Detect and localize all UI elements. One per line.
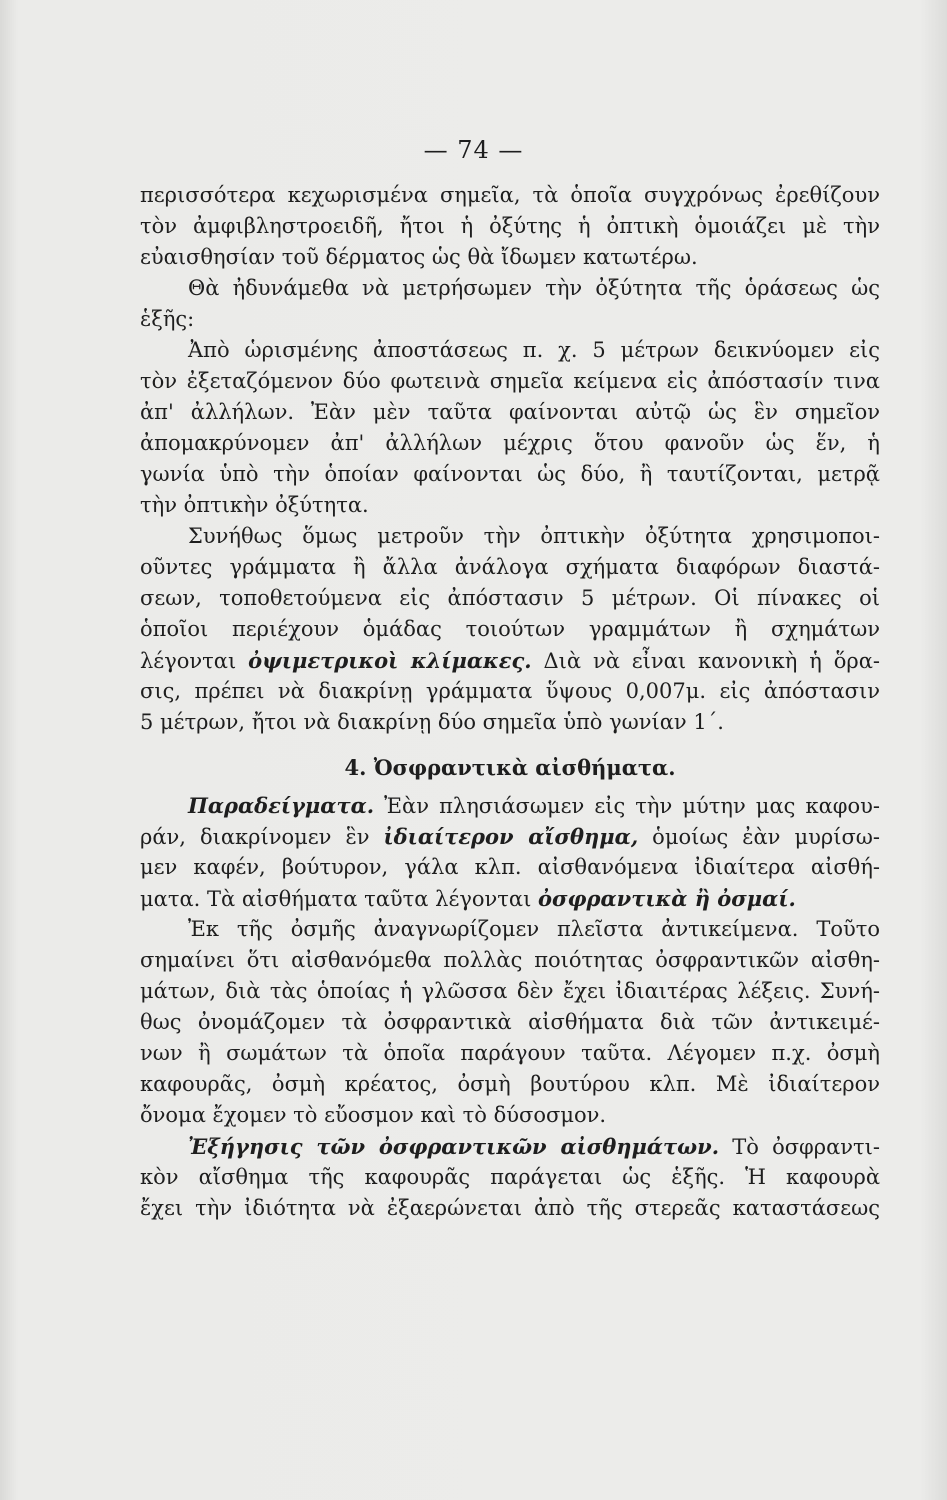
text-line: θως ὀνομάζομεν τὰ ὀσφραντικὰ αἰσθήματα διὰ τῶν ἀντικειμέ- [140,1010,880,1034]
page-number: — 74 — [423,136,524,164]
text-line: εὐαισθησίαν τοῦ δέρματος ὡς θὰ ἴδωμεν κατωτέρω. [140,245,698,269]
text-span: λέγονται [140,649,237,673]
emphasized-term: ἰδιαίτερον αἴσθημα, [383,824,639,849]
text-line: μάτων, διὰ τὰς ὁποίας ἡ γλῶσσα δὲν ἔχει ἰδιαιτέρας λέξεις. Συνή- [140,979,880,1003]
text-line: τὸν ἀμφιβληστροειδῆ, ἤτοι ἡ ὀξύτης ἡ ὀπτικὴ ὁμοιάζει μὲ τὴν [140,214,880,238]
text-line: ἀπομακρύνομεν ἀπ' ἀλλήλων μέχρις ὅτου φανοῦν ὡς ἕν, ἡ [140,431,880,455]
text-span: ὁμοίως ἐὰν μυρίσω- [652,825,880,849]
text-line: ἔχει τὴν ἰδιότητα νὰ ἐξαερώνεται ἀπὸ τῆς στερεᾶς καταστάσεως [140,1196,880,1220]
text-line: οῦντες γράμματα ἢ ἄλλα ἀνάλογα σχήματα διαφόρων διαστά- [140,555,880,579]
text-line: ὁποῖοι περιέχουν ὁμάδας τοιούτων γραμμάτων ἢ σχημάτων [140,617,880,641]
text-line [140,883,880,914]
text-line: κὸν αἴσθημα τῆς καφουρᾶς παράγεται ὡς ἑξῆς. Ἡ καφουρὰ [140,1165,880,1189]
emphasized-term: ὀσφραντικὰ ἢ ὀσμαί. [538,886,796,911]
text-span: ράν, διακρίνομεν ἓν [140,825,370,849]
text-line: σημαίνει ὅτι αἰσθανόμεθα πολλὰς ποιότητας ὀσφραντικῶν αἰσθη- [140,948,880,972]
emphasized-term: Ἐξήγησις τῶν ὀσφραντικῶν αἰσθημάτων. [188,1134,720,1159]
text-span: Τὸ ὀσφραντι- [732,1135,880,1159]
text-line [140,645,880,676]
text-line: Ἐκ τῆς ὀσμῆς ἀναγνωρίζομεν πλεῖστα ἀντικείμενα. Τοῦτο [188,917,880,941]
text-span: Ἐὰν πλησιάσωμεν εἰς τὴν μύτην μας καφου- [384,794,880,818]
text-line: τὴν ὀπτικὴν ὀξύτητα. [140,493,369,517]
text-line: καφουρᾶς, ὀσμὴ κρέατος, ὀσμὴ βουτύρου κλπ. Μὲ ἰδιαίτερον [140,1072,880,1096]
text-line [140,1131,880,1162]
text-line: νων ἢ σωμάτων τὰ ὁποῖα παράγουν ταῦτα. Λέγομεν π.χ. ὀσμὴ [140,1041,880,1065]
emphasized-term: ὀψιμετρικοὶ κλίμακες. [248,648,532,673]
section-heading: 4. Ὀσφραντικὰ αἰσθήματα. [344,755,676,780]
text-span: Διὰ νὰ εἶναι κανονικὴ ἡ ὅρα- [543,649,880,673]
text-line: ἑξῆς: [140,307,195,331]
text-line: περισσότερα κεχωρισμένα σημεῖα, τὰ ὁποῖα συγχρόνως ἐρεθίζουν [140,183,880,207]
text-line: Ἀπὸ ὡρισμένης ἀποστάσεως π. χ. 5 μέτρων δεικνύομεν εἰς [188,338,880,362]
text-line: Θὰ ἠδυνάμεθα νὰ μετρήσωμεν τὴν ὀξύτητα τῆς ὁράσεως ὡς [188,276,880,300]
text-line: σεων, τοποθετούμενα εἰς ἀπόστασιν 5 μέτρων. Οἱ πίνακες οἱ [140,586,880,610]
text-line: γωνία ὑπὸ τὴν ὁποίαν φαίνονται ὡς δύο, ἢ ταυτίζονται, μετρᾷ [140,462,880,486]
text-line: σις, πρέπει νὰ διακρίνῃ γράμματα ὕψους 0,007μ. εἰς ἀπόστασιν [140,679,880,703]
text-line [140,821,880,852]
text-line: ἀπ' ἀλλήλων. Ἐὰν μὲν ταῦτα φαίνονται αὐτῷ ὡς ἓν σημεῖον [140,400,880,424]
text-span: ματα. Τὰ αἰσθήματα ταῦτα λέγονται [140,887,532,911]
text-line: Συνήθως ὅμως μετροῦν τὴν ὀπτικὴν ὀξύτητα χρησιμοποι- [188,524,880,548]
text-line: ὄνομα ἔχομεν τὸ εὔοσμον καὶ τὸ δύσοσμον. [140,1103,607,1127]
text-line: μεν καφέν, βούτυρον, γάλα κλπ. αἰσθανόμενα ἰδιαίτερα αἰσθή- [140,855,880,879]
text-line: τὸν ἐξεταζόμενον δύο φωτεινὰ σημεῖα κείμενα εἰς ἀπόστασίν τινα [140,369,880,393]
text-line: 5 μέτρων, ἤτοι νὰ διακρίνῃ δύο σημεῖα ὑπὸ γωνίαν 1΄. [140,710,724,734]
text-line [140,790,880,821]
emphasized-term: Παραδείγματα. [188,793,375,818]
page-body [140,180,880,1224]
